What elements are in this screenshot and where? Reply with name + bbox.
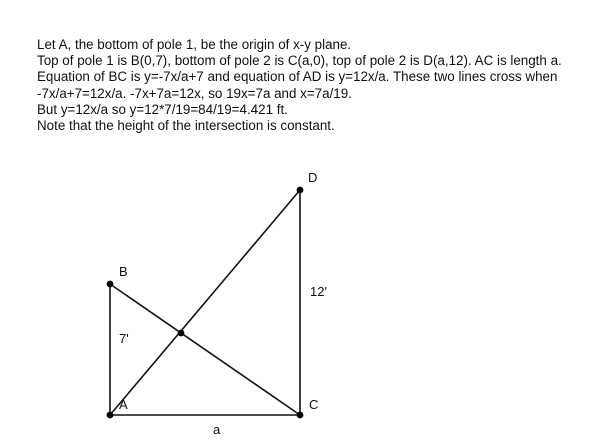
point-b-label: B (119, 264, 128, 279)
intersection-dot (178, 330, 185, 337)
base-length-label: a (213, 422, 221, 437)
point-c-label: C (309, 397, 319, 412)
point-d-dot (297, 187, 304, 194)
text-line-5: But y=12x/a so y=12*7/19=84/19=4.421 ft. (37, 101, 288, 117)
pole-2-length-label: 12' (310, 284, 327, 299)
line-ad (110, 190, 300, 415)
point-c-dot (297, 412, 304, 419)
text-line-1: Let A, the bottom of pole 1, be the origin of x-y plane. (37, 37, 352, 52)
text-line-2: Top of pole 1 is B(0,7), bottom of pole 2 is C(a,0), top of pole 2 is D(a,12). AC is length a. (37, 53, 562, 69)
point-a-dot (107, 412, 114, 419)
text-line-6: Note that the height of the intersection is constant. (37, 118, 335, 134)
text-line-4: -7x/a+7=12x/a. -7x+7a=12x, so 19x=7a and x=7a/19. (37, 85, 352, 101)
point-d-label: D (308, 170, 318, 185)
pole-1-length-label: 7' (119, 331, 129, 346)
text-line-3: Equation of BC is y=-7x/a+7 and equation of AD is y=12x/a. These two lines cross when (37, 69, 558, 85)
point-a-label: A (119, 397, 128, 412)
point-b-dot (107, 281, 114, 288)
